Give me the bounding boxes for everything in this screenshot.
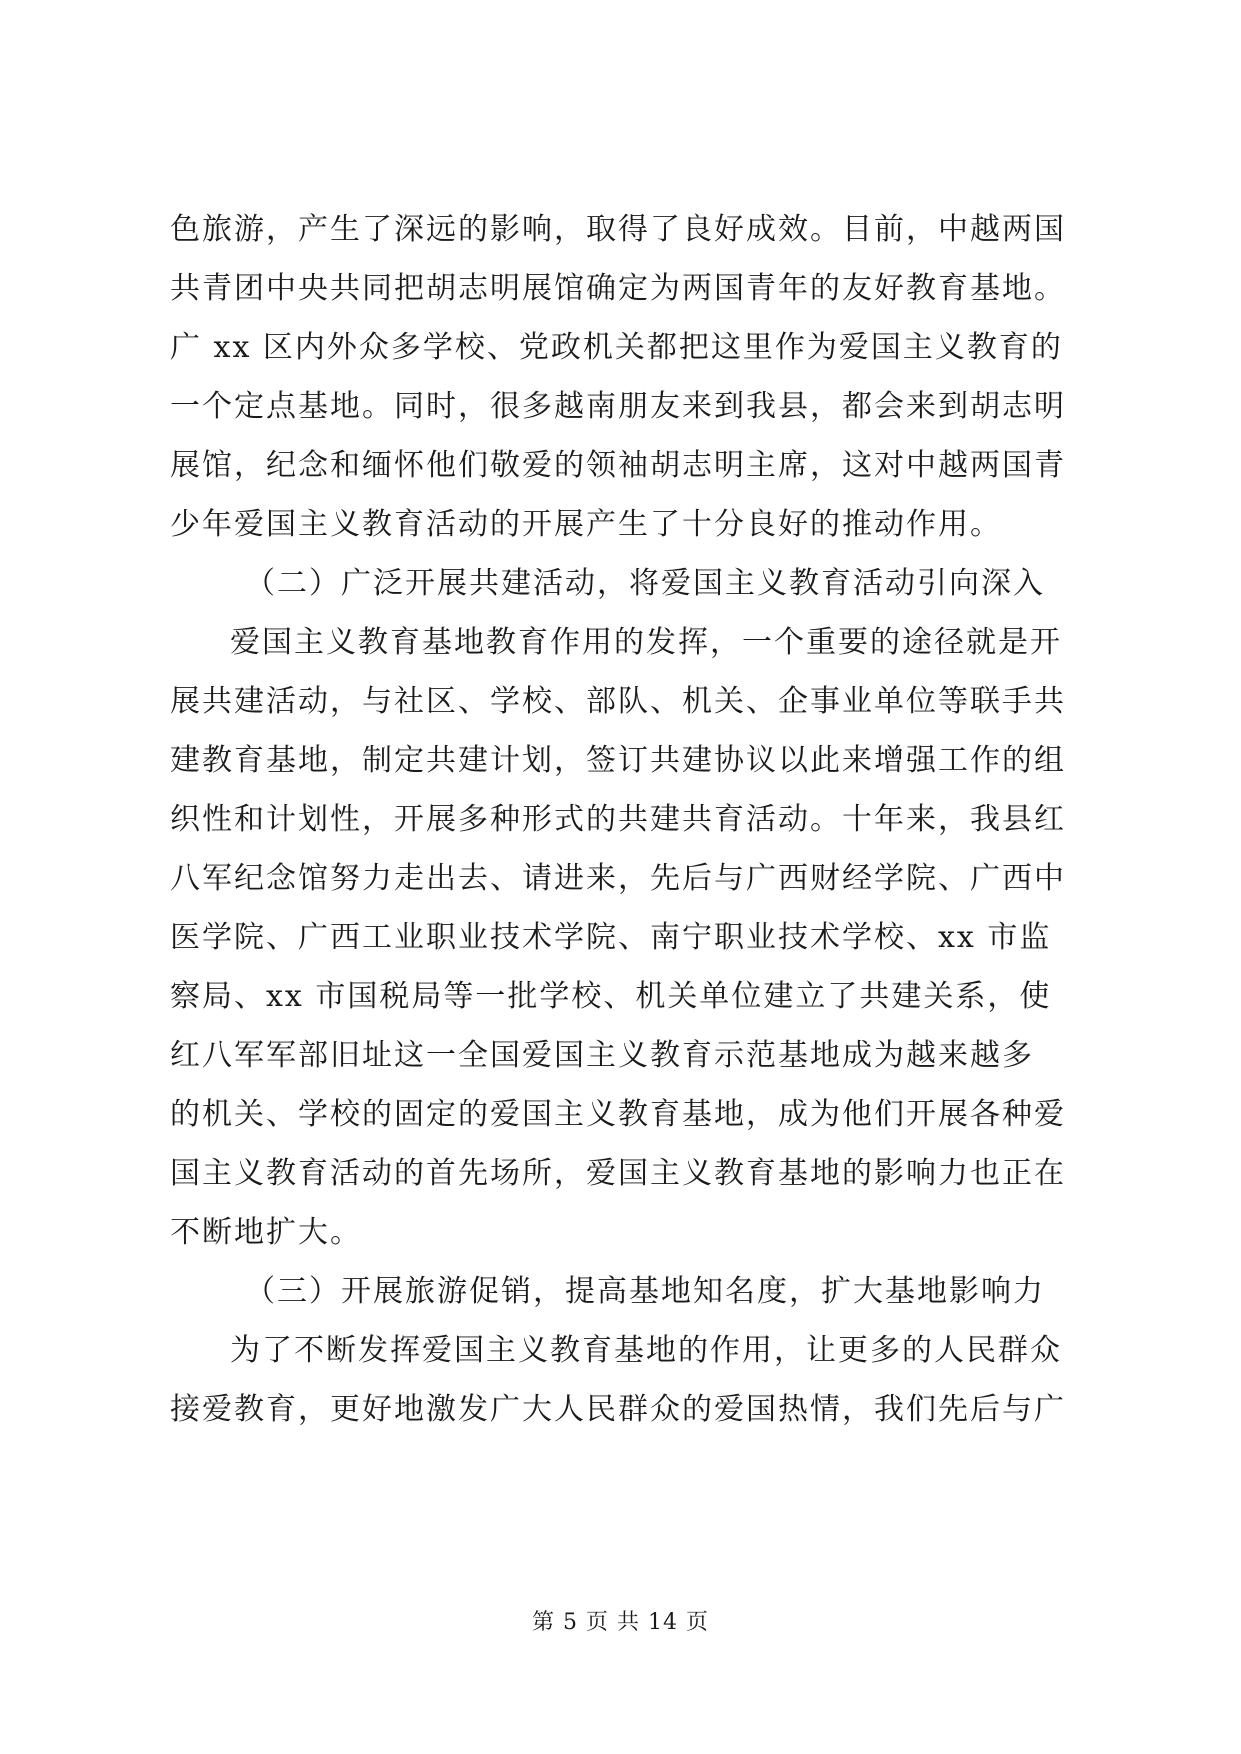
text-line: 接爱教育，更好地激发广大人民群众的爱国热情，我们先后与广 xyxy=(170,1392,1066,1427)
text-line: 八军纪念馆努力走出去、请进来，先后与广西财经学院、广西中 xyxy=(170,861,1066,896)
text-line: 色旅游，产生了深远的影响，取得了良好成效。目前，中越两国 xyxy=(170,212,1066,247)
text-line: 不断地扩大。 xyxy=(170,1215,362,1250)
section-heading-text: （二）广泛开展共建活动，将爱国主义教育活动引向深入 xyxy=(245,566,1045,601)
section-heading-2 xyxy=(170,554,1075,613)
text-line: 展共建活动，与社区、学校、部队、机关、企事业单位等联手共 xyxy=(170,684,1066,719)
text-line: 织性和计划性，开展多种形式的共建共育活动。十年来，我县红 xyxy=(170,802,1066,837)
section-heading-3 xyxy=(170,1262,1075,1321)
text-line: 一个定点基地。同时，很多越南朋友来到我县，都会来到胡志明 xyxy=(170,389,1066,424)
page-number-footer: 第 5 页 共 14 页 xyxy=(532,1610,709,1635)
paragraph-continued xyxy=(170,200,1075,554)
text-line: 建教育基地，制定共建计划，签订共建协议以此来增强工作的组 xyxy=(170,743,1066,778)
text-line: 少年爱国主义教育活动的开展产生了十分良好的推动作用。 xyxy=(170,507,1002,542)
text-line: 红八军军部旧址这一全国爱国主义教育示范基地成为越来越多 xyxy=(170,1038,1034,1073)
text-line: 展馆，纪念和缅怀他们敬爱的领袖胡志明主席，这对中越两国青 xyxy=(170,448,1066,483)
text-line: 国主义教育活动的首先场所，爱国主义教育基地的影响力也正在 xyxy=(170,1156,1066,1191)
text-line: 察局、xx 市国税局等一批学校、机关单位建立了共建关系，使 xyxy=(170,979,1052,1014)
text-line: 的机关、学校的固定的爱国主义教育基地，成为他们开展各种爱 xyxy=(170,1097,1066,1132)
text-line: 共青团中央共同把胡志明展馆确定为两国青年的友好教育基地。 xyxy=(170,271,1066,306)
text-line: 医学院、广西工业职业技术学院、南宁职业技术学校、xx 市监 xyxy=(170,920,1052,955)
text-line: 为了不断发挥爱国主义教育基地的作用，让更多的人民群众 xyxy=(230,1333,1062,1368)
paragraph-2 xyxy=(170,613,1075,1262)
paragraph-3 xyxy=(170,1321,1075,1439)
text-line: 爱国主义教育基地教育作用的发挥，一个重要的途径就是开 xyxy=(230,625,1062,660)
text-line: 广 xx 区内外众多学校、党政机关都把这里作为爱国主义教育的 xyxy=(170,330,1063,365)
document-body xyxy=(170,200,1075,1439)
section-heading-text: （三）开展旅游促销，提高基地知名度，扩大基地影响力 xyxy=(245,1274,1045,1309)
